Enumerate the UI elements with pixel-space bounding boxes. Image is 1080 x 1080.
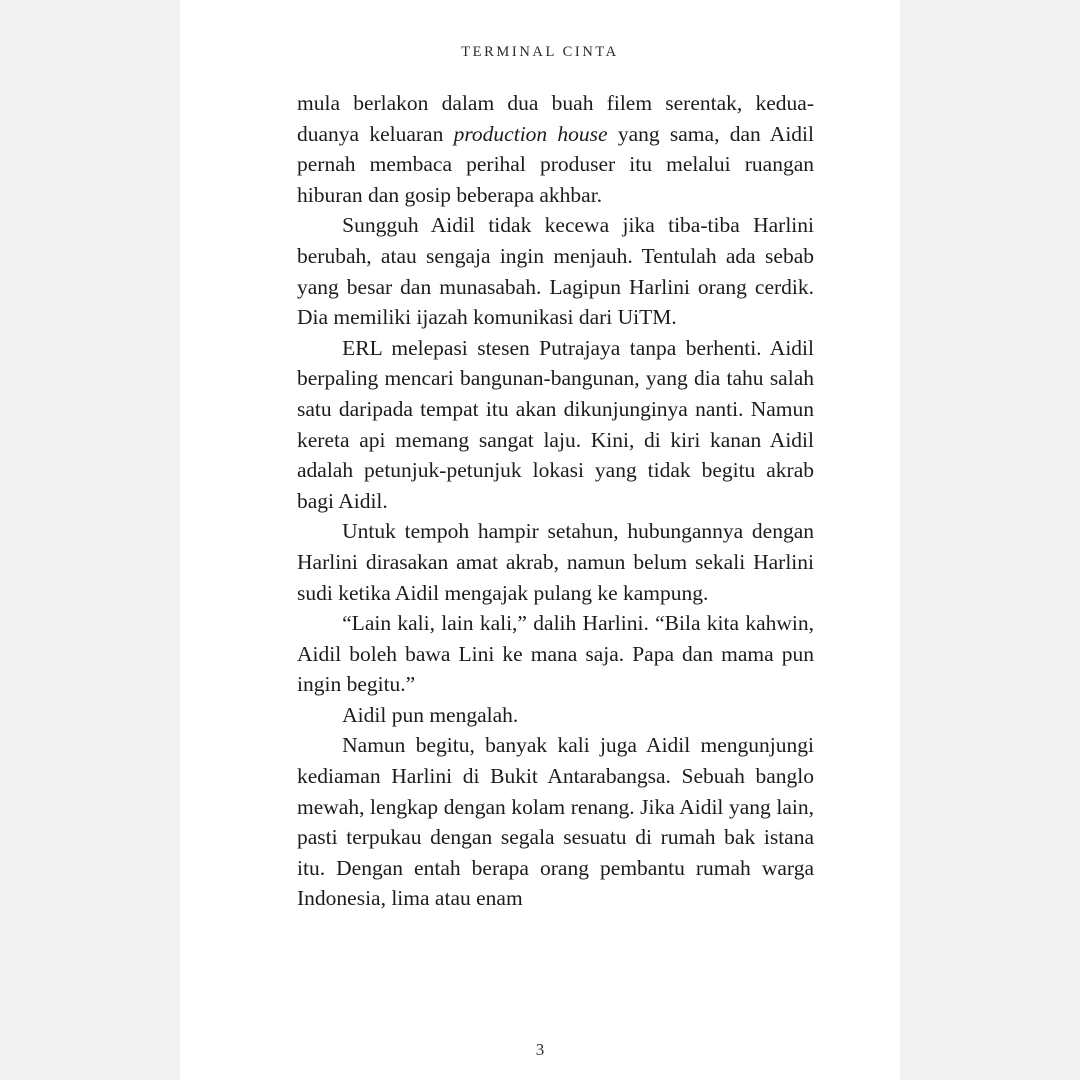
text-run: yang sama, dan Aidil pernah membaca perihal produser itu melalui ruangan hiburan dan gosip beberapa akhbar. <box>297 121 814 207</box>
running-head: TERMINAL CINTA <box>461 44 619 60</box>
text-run: Untuk tempoh hampir setahun, hubungannya dengan Harlini dirasakan amat akrab, namun belum sekali Harlini sudi ketika Aidil mengajak pulang ke kampung. <box>297 519 814 605</box>
page-margin-right <box>900 0 1080 1080</box>
text-run: Sungguh Aidil tidak kecewa jika tiba-tiba Harlini berubah, atau sengaja ingin menjauh. Tentulah ada sebab yang besar dan munasabah. Lagipun Harlini orang cerdik. Dia memiliki ijazah komunikasi dari UiTM. <box>297 213 814 330</box>
paragraph <box>297 333 814 517</box>
text-run: ERL melepasi stesen Putrajaya tanpa berhenti. Aidil berpaling mencari bangunan-bangunan, yang dia tahu salah satu daripada tempat itu akan dikunjunginya nanti. Namun kereta api memang sangat laju. Kini, di kiri kanan Aidil adalah petunjuk-petunjuk lokasi yang tidak begitu akrab bagi Aidil. <box>297 335 814 513</box>
page-margin-left <box>0 0 180 1080</box>
paragraph <box>297 700 814 731</box>
paragraph <box>297 516 814 608</box>
page-body-text <box>297 88 814 914</box>
book-page <box>180 0 900 1080</box>
text-run: “Lain kali, lain kali,” dalih Harlini. “Bila kita kahwin, Aidil boleh bawa Lini ke mana saja. Papa dan mama pun ingin begitu.” <box>297 611 814 697</box>
emphasis-text: production house <box>453 121 608 146</box>
text-run: Namun begitu, banyak kali juga Aidil mengunjungi kediaman Harlini di Bukit Antarabangsa. Sebuah banglo mewah, lengkap dengan kolam renang. Jika Aidil yang lain, pasti terpukau dengan segala sesuatu di rumah bak istana itu. Dengan entah berapa orang pembantu rumah warga Indonesia, lima atau enam <box>297 733 814 911</box>
text-run: Aidil pun mengalah. <box>342 702 519 727</box>
paragraph <box>297 88 814 210</box>
page-number: 3 <box>535 1040 545 1059</box>
paragraph <box>297 608 814 700</box>
text-run: mula berlakon dalam dua buah filem serentak, kedua-duanya keluaran <box>297 91 814 146</box>
paragraph <box>297 730 814 914</box>
paragraph <box>297 210 814 332</box>
